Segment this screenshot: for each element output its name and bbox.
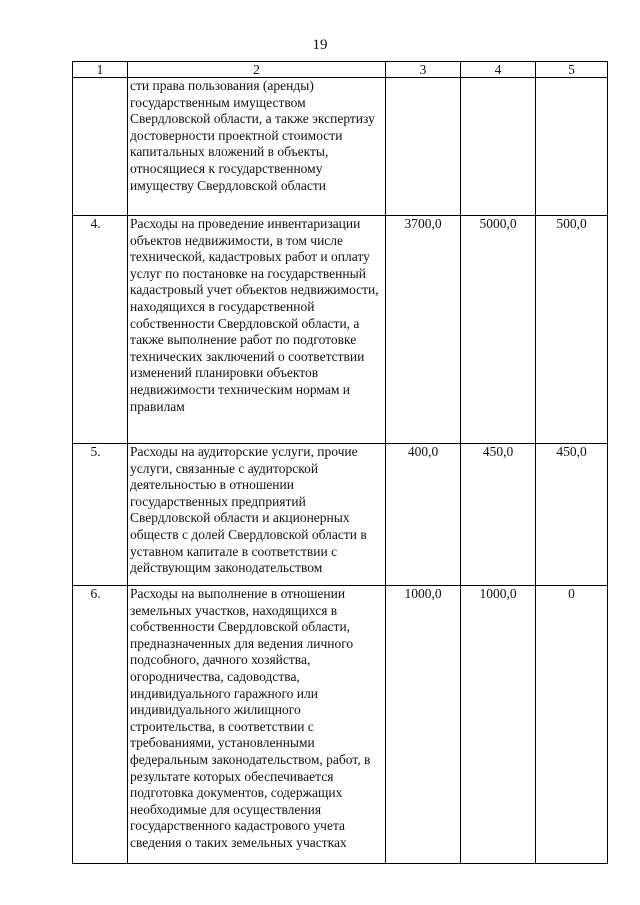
row-value-col3: 400,0	[386, 444, 461, 586]
row-value-col5: 0	[536, 586, 608, 864]
row-value-col4	[461, 78, 536, 216]
row-description: Расходы на выполнение в отношении земельных участков, находящихся в собственности Свердловской области, предназначенных для ведения личного подсобного, дачного хозяйства, огородничества, садоводства, индивидуального гаражного или индивидуального жилищного строительства, в соответствии с требованиями, установленными федеральным законодательством, работ, в результате которых обеспечивается подготовка документов, содержащих необходимые для осуществления государственного кадастрового учета сведения о таких земельных участках	[128, 586, 386, 864]
expenses-table	[72, 61, 608, 864]
row-number: 4.	[73, 216, 128, 444]
row-description: сти права пользования (аренды) государственным имуществом Свердловской области, а также экспертизу достоверности проектной стоимости капитальных вложений в объекты, относящиеся к государственному имуществу Свердловской области	[128, 78, 386, 216]
row-description: Расходы на аудиторские услуги, прочие услуги, связанные с аудиторской деятельностью в отношении государственных предприятий Свердловской области и акционерных обществ с долей Свердловской области в уставном капитале в соответствии с действующим законодательством	[128, 444, 386, 586]
column-header-4: 4	[461, 62, 536, 78]
row-value-col4: 450,0	[461, 444, 536, 586]
page-number: 19	[312, 37, 328, 53]
row-value-col5: 500,0	[536, 216, 608, 444]
row-value-col3: 1000,0	[386, 586, 461, 864]
table-row	[73, 78, 608, 216]
row-number: 5.	[73, 444, 128, 586]
row-value-col5	[536, 78, 608, 216]
column-header-1: 1	[73, 62, 128, 78]
column-header-5: 5	[536, 62, 608, 78]
row-number: 6.	[73, 586, 128, 864]
row-description: Расходы на проведение инвентаризации объектов недвижимости, в том числе технической, кадастровых работ и оплату услуг по постановке на государственный кадастровый учет объектов недвижимости, находящихся в государственной собственности Свердловской области, а также выполнение работ по подготовке технических заключений о соответствии изменений планировки объектов недвижимости техническим нормам и правилам	[128, 216, 386, 444]
column-header-2: 2	[128, 62, 386, 78]
row-value-col5: 450,0	[536, 444, 608, 586]
table-header-row	[73, 62, 608, 78]
row-value-col4: 5000,0	[461, 216, 536, 444]
row-value-col3: 3700,0	[386, 216, 461, 444]
table-row	[73, 586, 608, 864]
column-header-3: 3	[386, 62, 461, 78]
table-row	[73, 216, 608, 444]
table-row	[73, 444, 608, 586]
row-value-col4: 1000,0	[461, 586, 536, 864]
row-value-col3	[386, 78, 461, 216]
row-number	[73, 78, 128, 216]
